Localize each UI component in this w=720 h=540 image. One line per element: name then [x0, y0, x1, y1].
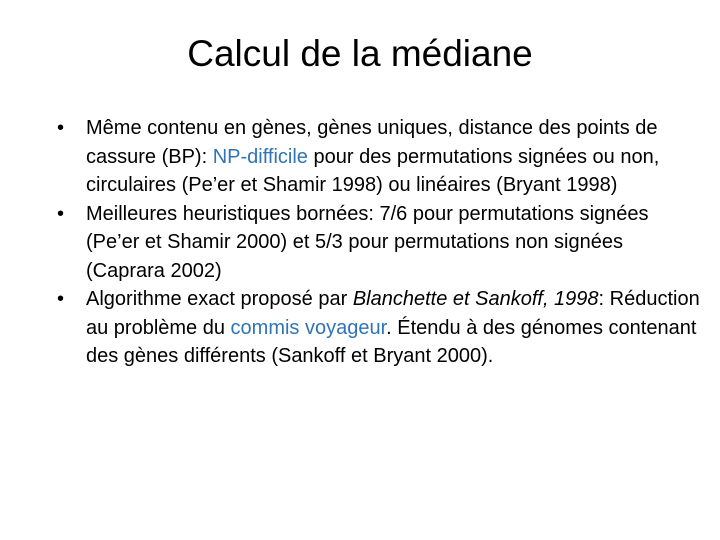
bullet-text: : Réduction au problème du — [86, 288, 700, 339]
citation-text: Blanchette et Sankoff, 1998 — [352, 288, 599, 310]
slide-title: Calcul de la médiane — [187, 33, 533, 74]
bullet-list — [57, 114, 707, 371]
bullet-item-2 — [57, 200, 707, 286]
bullet-marker: • — [57, 288, 65, 310]
bullet-text: Algorithme exact proposé par — [86, 288, 353, 310]
bullet-text: Meilleures heuristiques bornées: 7/6 pour permutations signées (Pe’er et Shamir 2000) et 5/3 pour permutations non signées (Caprara 2002) — [86, 202, 649, 282]
bullet-text: Même contenu en gènes, gènes uniques, distance des points de cassure (BP): — [86, 117, 658, 168]
commis-voyageur-link[interactable]: commis voyageur — [230, 316, 387, 339]
bullet-item-3 — [57, 285, 707, 371]
bullet-marker: • — [57, 202, 65, 225]
bullet-marker: • — [57, 117, 65, 139]
np-difficile-link[interactable]: NP-difficile — [212, 145, 308, 168]
bullet-text: . Étendu à des génomes contenant des gènes différents (Sankoff et Bryant 2000). — [86, 316, 697, 367]
bullet-item-1 — [57, 114, 707, 200]
bullet-text: pour des permutations signées ou non, circulaires (Pe’er et Shamir 1998) ou linéaires (Bryant 1998) — [86, 145, 660, 196]
